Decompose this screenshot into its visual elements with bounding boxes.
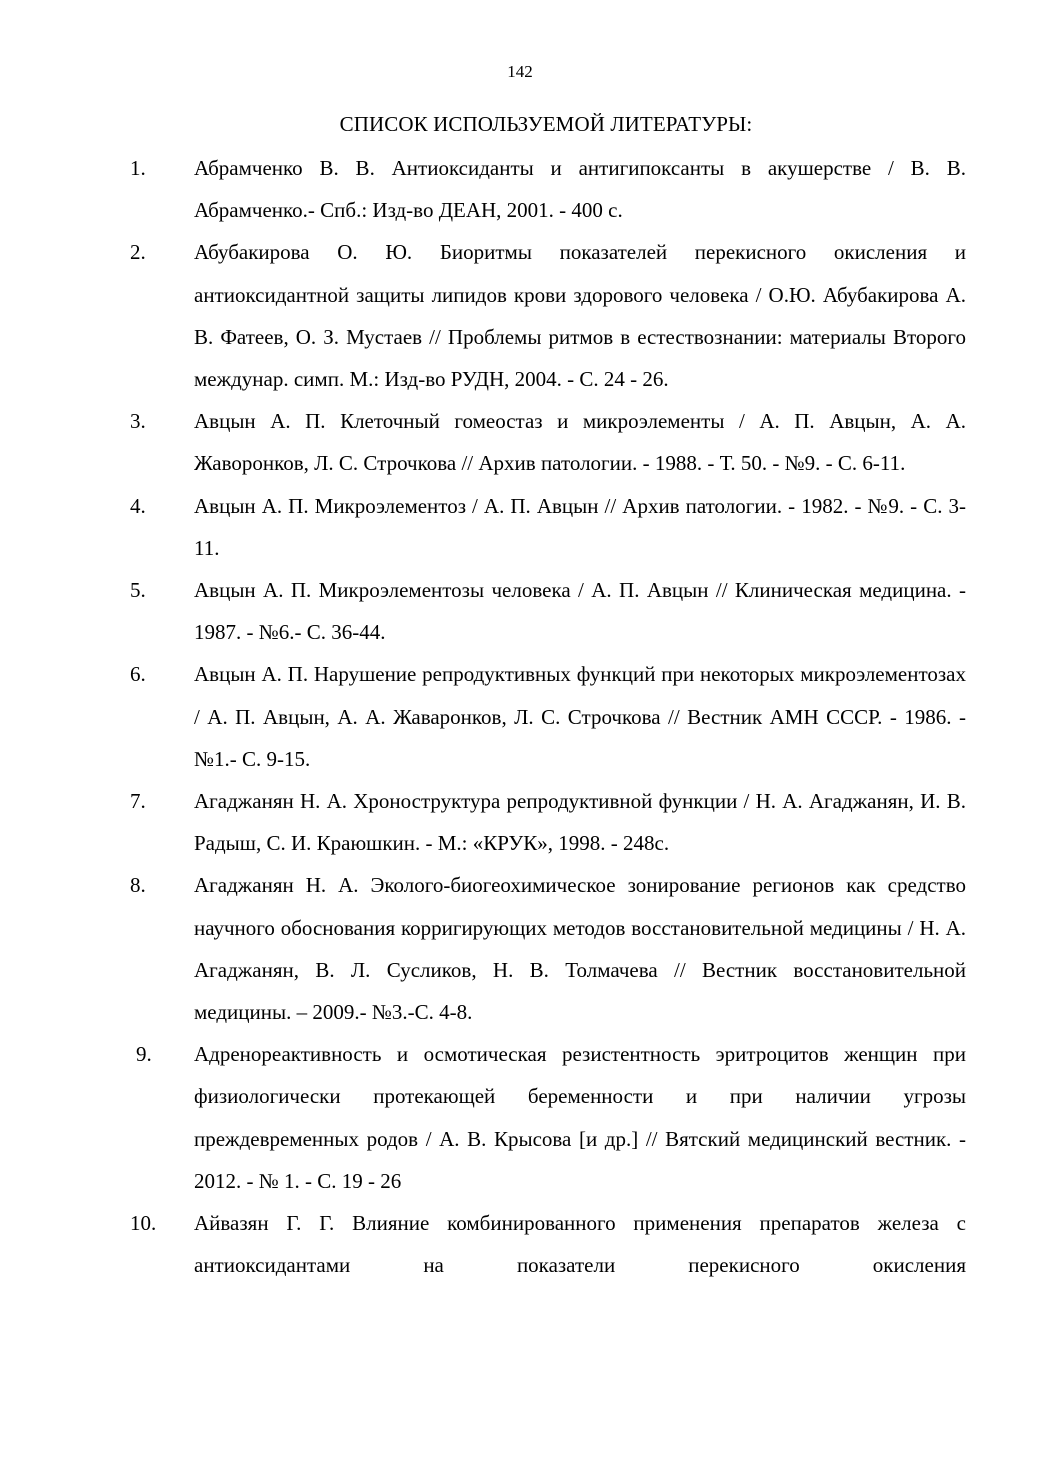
reference-item	[0, 147, 1040, 231]
reference-number: 8.	[130, 873, 146, 898]
reference-item	[0, 569, 1040, 653]
reference-number: 6.	[130, 662, 146, 687]
reference-number: 5.	[130, 578, 146, 603]
reference-text: Адренореактивность и осмотическая резистентность эритроцитов женщин при физиологически протекающей беременности и при наличии угрозы преждевременных родов / А. В. Крысова [и др.] // Вятский медицинский вестник. - 2012. - № 1. - С. 19 - 26	[194, 1042, 966, 1193]
reference-text: Агаджанян Н. А. Хроноструктура репродуктивной функции / Н. А. Агаджанян, И. В. Радыш, С. И. Краюшкин. - М.: «КРУК», 1998. - 248с.	[194, 789, 966, 856]
reference-number: 7.	[130, 789, 146, 814]
reference-text: Абрамченко В. В. Антиоксиданты и антигипоксанты в акушерстве / В. В. Абрамченко.- Спб.: Изд-во ДЕАН, 2001. - 400 с.	[194, 156, 966, 223]
reference-list	[0, 147, 1040, 1286]
reference-number: 4.	[130, 493, 146, 518]
reference-item	[0, 1033, 1040, 1202]
reference-item	[0, 653, 1040, 780]
reference-item	[0, 485, 1040, 569]
reference-item	[0, 1202, 1040, 1286]
reference-text: Айвазян Г. Г. Влияние комбинированного применения препаратов железа с антиоксидантами на показатели перекисного окисления	[194, 1211, 966, 1278]
reference-text: Авцын А. П. Микроэлементоз / А. П. Авцын // Архив патологии. - 1982. - №9. - С. 3-11.	[194, 493, 966, 560]
reference-number: 10.	[130, 1211, 157, 1236]
reference-text: Абубакирова О. Ю. Биоритмы показателей перекисного окисления и антиоксидантной защиты липидов крови здорового человека / О.Ю. Абубакирова А. В. Фатеев, О. З. Мустаев // Проблемы ритмов в естествознании: материалы Второго междунар. симп. М.: Изд-во РУДН, 2004. - С. 24 - 26.	[194, 240, 966, 392]
reference-number: 3.	[130, 409, 146, 434]
reference-text: Авцын А. П. Нарушение репродуктивных функций при некоторых микроэлементозах / А. П. Авцын, А. А. Жаваронков, Л. С. Строчкова // Вестник АМН СССР. - 1986. - №1.- С. 9-15.	[194, 662, 966, 771]
page-title: СПИСОК ИСПОЛЬЗУЕМОЙ ЛИТЕРАТУРЫ:	[339, 112, 753, 136]
reference-item	[0, 400, 1040, 484]
page-number: 142	[507, 62, 533, 81]
reference-number: 1.	[130, 156, 146, 180]
reference-number: 2.	[130, 240, 146, 265]
reference-item	[0, 231, 1040, 400]
reference-number: 9.	[136, 1042, 152, 1067]
reference-item	[0, 864, 1040, 1033]
reference-text: Агаджанян Н. А. Эколого-биогеохимическое зонирование регионов как средство научного обоснования корригирующих методов восстановительной медицины / Н. А. Агаджанян, В. Л. Сусликов, Н. В. Толмачева // Вестник восстановительной медицины. – 2009.- №3.-С. 4-8.	[194, 873, 966, 1025]
reference-text: Авцын А. П. Микроэлементозы человека / А. П. Авцын // Клиническая медицина. - 1987. - №6.- С. 36-44.	[194, 578, 966, 645]
reference-text: Авцын А. П. Клеточный гомеостаз и микроэлементы / А. П. Авцын, А. А. Жаворонков, Л. С. Строчкова // Архив патологии. - 1988. - Т. 50. - №9. - С. 6-11.	[194, 409, 966, 476]
reference-item	[0, 780, 1040, 864]
